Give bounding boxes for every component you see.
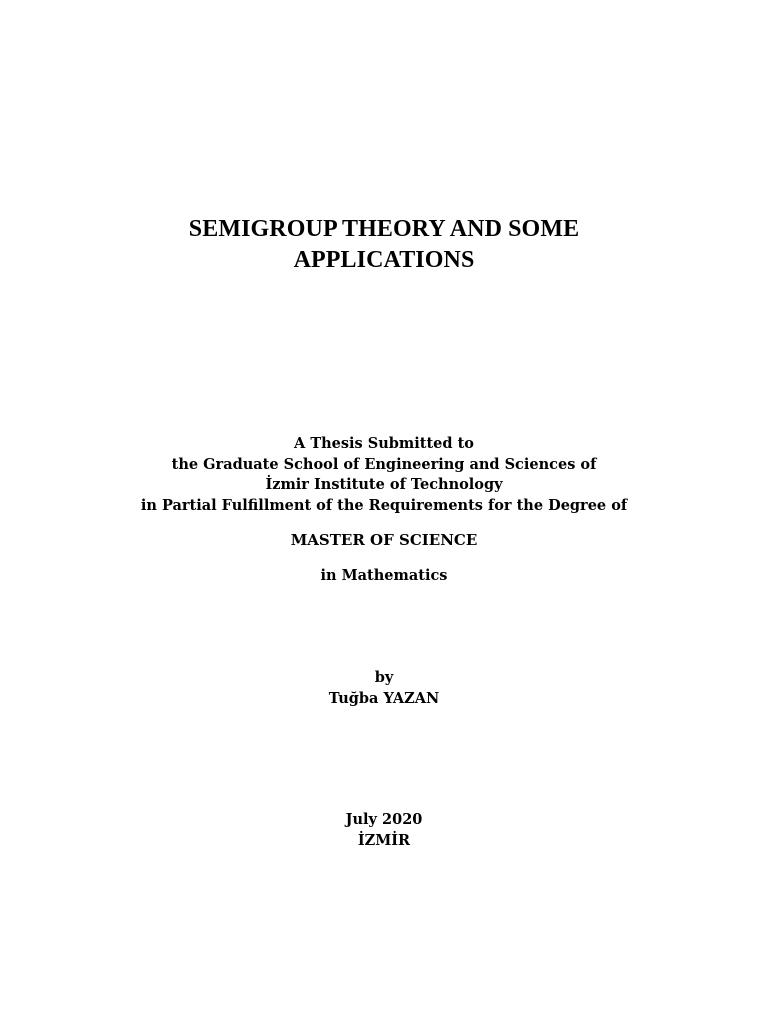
author-name: Tuğba YAZAN xyxy=(328,689,440,707)
submission-line-2: the Graduate School of Engineering and Sciences of xyxy=(171,455,597,473)
submission-line-4: in Partial Fulfillment of the Requirements for the Degree of xyxy=(140,496,628,514)
submission-statement xyxy=(0,434,768,516)
thesis-title-line-1: SEMIGROUP THEORY AND SOME xyxy=(188,216,580,242)
thesis-title-line-2: APPLICATIONS xyxy=(293,247,475,273)
submission-date: July 2020 xyxy=(345,811,423,828)
institution-name: İzmir Institute of Technology xyxy=(265,476,503,493)
thesis-title xyxy=(0,214,768,276)
degree-field: in Mathematics xyxy=(320,567,448,584)
author-block xyxy=(0,668,768,709)
submission-line-1: A Thesis Submitted to xyxy=(294,435,474,452)
submission-place: İZMİR xyxy=(357,831,411,849)
date-place-block xyxy=(0,810,768,851)
degree-name: MASTER OF SCIENCE xyxy=(290,531,478,549)
author-by-label: by xyxy=(374,669,394,686)
